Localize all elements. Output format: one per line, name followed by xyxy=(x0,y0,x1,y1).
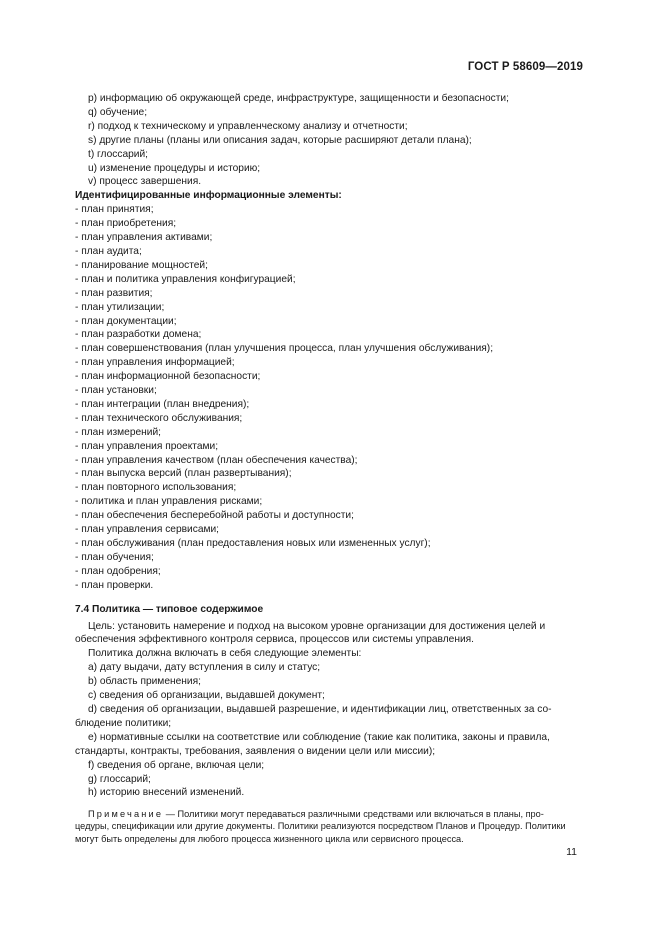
note-label: Примечание xyxy=(88,809,164,820)
list-item: - план управления информацией; xyxy=(75,357,235,369)
note-block xyxy=(75,808,585,844)
list-item: f) сведения об органе, включая цели; xyxy=(88,759,265,771)
list-item: - план измерений; xyxy=(75,426,162,438)
policy-item-d-line2: блюдение политики; xyxy=(75,717,172,729)
list-item: q) обучение; xyxy=(88,106,148,118)
list-item: - план управления проектами; xyxy=(75,440,219,452)
info-elements-list xyxy=(75,203,585,592)
info-elements-heading: Идентифицированные информационные элементы: xyxy=(75,190,342,202)
list-item: - план приобретения; xyxy=(75,218,177,230)
section-title: 7.4 Политика — типовое содержимое xyxy=(75,603,264,615)
list-item: - план аудита; xyxy=(75,245,142,257)
list-top xyxy=(75,92,585,189)
section-intro: Политика должна включать в себя следующие элементы: xyxy=(88,648,362,660)
list-item: s) другие планы (планы или описания задач, которые расширяют детали плана); xyxy=(88,134,472,146)
list-item: t) глоссарий; xyxy=(88,148,149,160)
list-item: r) подход к техническому и управленческому анализу и отчетности; xyxy=(88,120,408,132)
list-item: - план управления сервисами; xyxy=(75,524,220,536)
list-item: - план проверки. xyxy=(75,579,154,591)
note-line2: цедуры, спецификации или другие документы. Политики реализуются посредством Планов и Процедур. Политики xyxy=(75,821,566,832)
list-item: - план одобрения; xyxy=(75,565,161,577)
list-item: - план обслуживания (план предоставления новых или измененных услуг); xyxy=(75,538,431,549)
policy-items-list xyxy=(75,661,585,703)
list-item: - план утилизации; xyxy=(75,301,165,313)
list-item: - план технического обслуживания; xyxy=(75,412,243,424)
list-item: c) сведения об организации, выдавшей документ; xyxy=(88,690,325,702)
policy-item-d-line1: d) сведения об организации, выдавшей разрешение, и идентификации лиц, ответственных за со- xyxy=(88,703,552,715)
page-body xyxy=(75,92,585,845)
note-text-line1: — Политики могут передаваться различными средствами или включаться в планы, про- xyxy=(163,809,544,820)
list-item: - план установки; xyxy=(75,385,157,397)
list-item: - план принятия; xyxy=(75,204,154,216)
list-item: - план разработки домена; xyxy=(75,329,202,341)
policy-items-tail xyxy=(75,759,585,801)
list-item: v) процесс завершения. xyxy=(88,176,202,188)
list-item: p) информацию об окружающей среде, инфраструктуре, защищенности и безопасности; xyxy=(88,93,509,104)
section-goal-line1: Цель: установить намерение и подход на высоком уровне организации для достижения целей и xyxy=(88,620,546,632)
list-item: - план выпуска версий (план развертывания); xyxy=(75,468,292,480)
list-item: - план обеспечения бесперебойной работы и доступности; xyxy=(75,510,354,522)
list-item: - политика и план управления рисками; xyxy=(75,496,263,508)
section-goal-line2: обеспечения эффективного контроля сервиса, процессов или системы управления. xyxy=(75,634,474,646)
list-item: a) дату выдачи, дату вступления в силу и статус; xyxy=(88,662,321,674)
list-item: - план и политика управления конфигурацией; xyxy=(75,273,296,285)
policy-item-e-line2: стандарты, контракты, требования, заявления о видении цели или миссии); xyxy=(75,745,436,757)
list-item: - план совершенствования (план улучшения процесса, план улучшения обслуживания); xyxy=(75,343,494,355)
note-line3: могут быть определены для любого процесса жизненного цикла или сервисного процесса. xyxy=(75,833,464,844)
list-item: g) глоссарий; xyxy=(88,773,151,785)
list-item: - план обучения; xyxy=(75,551,154,563)
document-header: ГОСТ Р 58609—2019 xyxy=(467,61,583,73)
list-item: b) область применения; xyxy=(88,676,201,688)
list-item: - план развития; xyxy=(75,287,153,299)
page-number: 11 xyxy=(566,846,577,858)
list-item: - план повторного использования; xyxy=(75,482,237,494)
note-line1 xyxy=(75,808,585,820)
list-item: h) историю внесений изменений. xyxy=(88,787,245,799)
list-item: - план управления качеством (план обеспечения качества); xyxy=(75,454,358,466)
list-item: u) изменение процедуры и историю; xyxy=(88,162,261,174)
list-item: - план управления активами; xyxy=(75,232,213,244)
list-item: - планирование мощностей; xyxy=(75,259,208,271)
list-item: - план документации; xyxy=(75,315,177,327)
list-item: - план интеграции (план внедрения); xyxy=(75,398,250,410)
list-item: - план информационной безопасности; xyxy=(75,371,261,383)
policy-item-e-line1: e) нормативные ссылки на соответствие или соблюдение (такие как политика, законы и правила, xyxy=(88,731,550,743)
